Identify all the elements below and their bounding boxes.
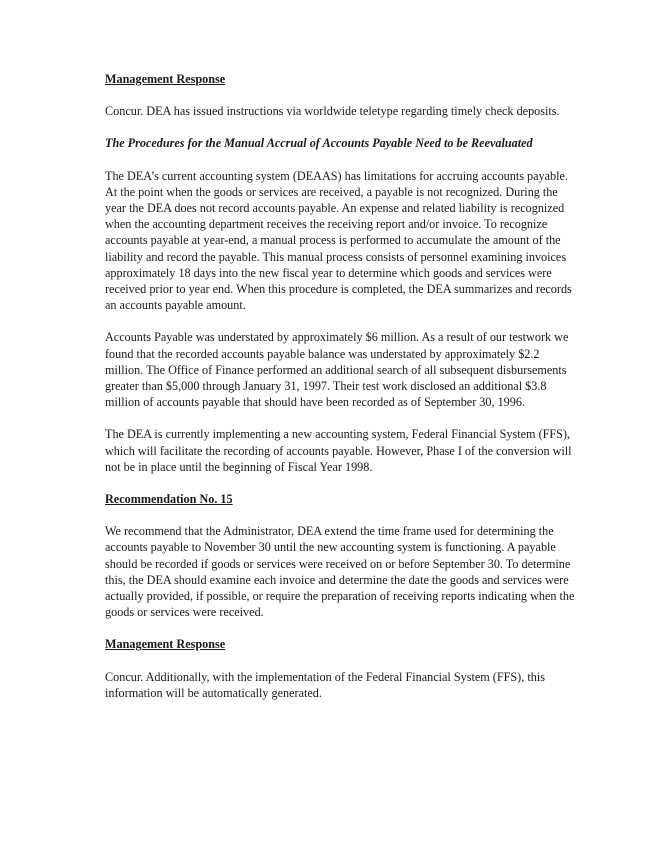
document-page [105, 71, 575, 701]
management-response-body-2: Concur. Additionally, with the implementation of the Federal Financial System (FFS), this information will be automatically generated. [105, 669, 545, 700]
management-response-heading-2: Management Response [105, 637, 226, 652]
management-response-heading-1: Management Response [105, 72, 226, 86]
finding-title: The Procedures for the Manual Accrual of Accounts Payable Need to be Reevaluated [105, 136, 533, 151]
recommendation-body: We recommend that the Administrator, DEA extend the time frame used for determining the accounts payable to November 30 until the new accounting system is functioning. A payable should be recorded if goods or services were received on or before September 30. To determine this, the DEA should examine each invoice and determine the date the goods and services were actually provided, if possible, or require the preparation of receiving reports indicating when the goods or services were received. [105, 524, 575, 620]
management-response-body-1: Concur. DEA has issued instructions via worldwide teletype regarding timely check deposits. [105, 104, 560, 119]
finding-paragraph-1: The DEA’s current accounting system (DEAAS) has limitations for accruing accounts payable. At the point when the goods or services are received, a payable is not recognized. During the year the DEA does not record accounts payable. An expense and related liability is recognized when the accounting department receives the receiving report and/or invoice. To recognize accounts payable at year-end, a manual process is performed to accumulate the amount of the liability and record the payable. This manual process consists of personnel examining invoices approximately 18 days into the new fiscal year to determine which goods and services were received prior to year end. When this procedure is completed, the DEA summarizes and records an accounts payable amount. [105, 168, 572, 313]
finding-paragraph-2: Accounts Payable was understated by approximately $6 million. As a result of our testwork we found that the recorded accounts payable balance was understated by approximately $2.2 million. The Office of Finance performed an additional search of all subsequent disbursements greater than $5,000 through January 31, 1997. Their test work disclosed an additional $3.8 million of accounts payable that should have been recorded as of September 30, 1996. [105, 330, 569, 410]
finding-paragraph-3: The DEA is currently implementing a new accounting system, Federal Financial System (FFS), which will facilitate the recording of accounts payable. However, Phase I of the conversion will not be in place until the beginning of Fiscal Year 1998. [105, 427, 572, 474]
recommendation-heading: Recommendation No. 15 [105, 492, 233, 507]
